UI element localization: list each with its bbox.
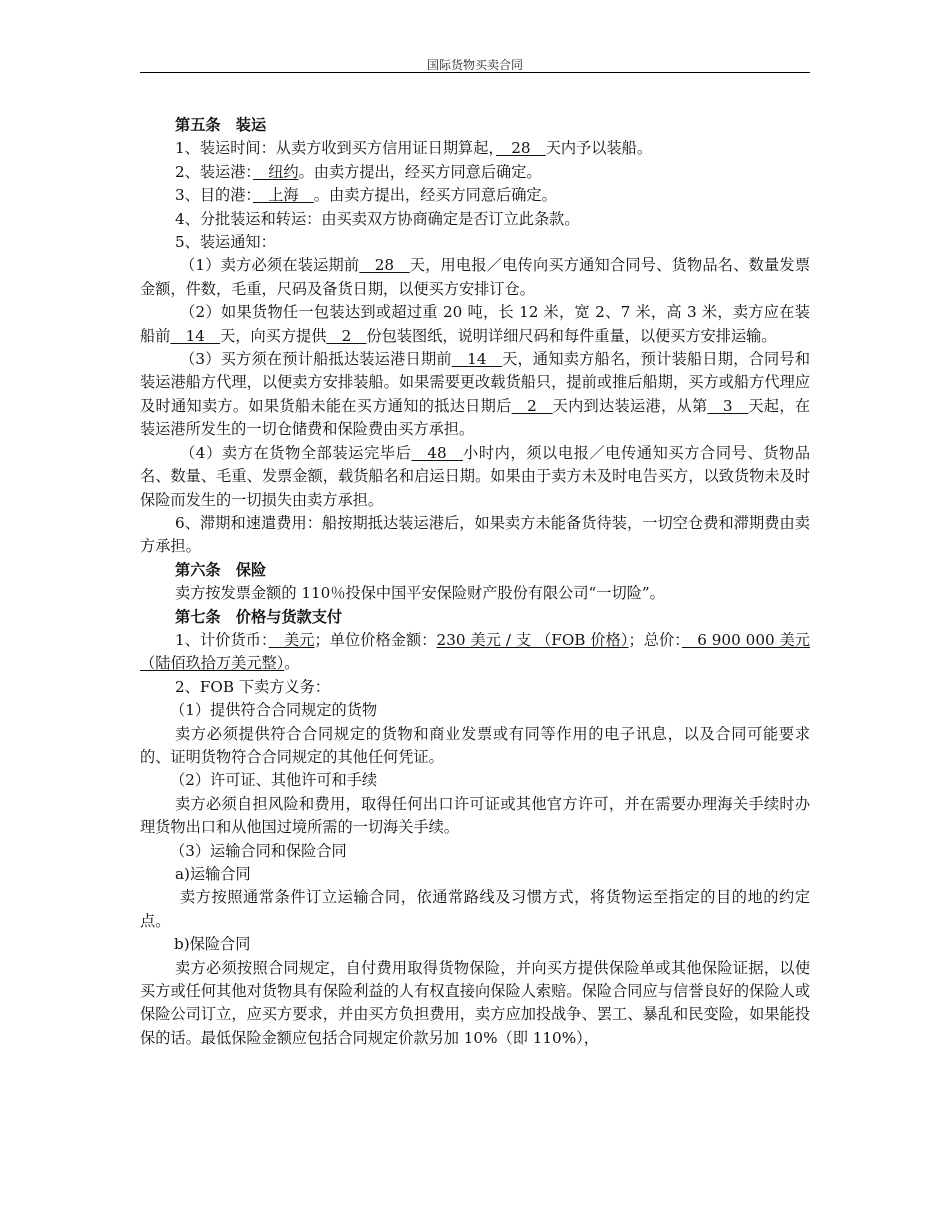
notice-days-value: 28 <box>359 256 410 275</box>
obligation-3-title: （3）运输合同和保险合同 <box>170 841 347 860</box>
destination-port-value: 上海 <box>253 186 314 205</box>
clause-5-5: 5、装运通知： <box>175 233 276 252</box>
vessel-notice-days-value: 14 <box>451 350 503 369</box>
storage-start-day-value: 3 <box>707 396 749 415</box>
header-rule <box>140 72 810 73</box>
clause-6: 卖方按发票金额的 110％投保中国平安保险财产股份有限公司“一切险”。 <box>175 584 665 603</box>
clause-5-1: 1、装运时间：从卖方收到买方信用证日期算起， 28 天内予以装船。 <box>175 139 653 158</box>
article-6-heading: 第六条 保险 <box>175 560 267 579</box>
article-7-heading: 第七条 价格与货款支付 <box>175 607 343 626</box>
clause-5-4: 4、分批装运和转运：由买卖双方协商确定是否订立此条款。 <box>175 209 580 228</box>
loading-port-value: 纽约 <box>253 162 299 181</box>
clause-5-5-3: （3）买方须在预计船抵达装运港日期前 14 天，通知卖方船名，预计装船日期，合同号和装运港船方代理，以便卖方安排装船。如果需要更改载货船只，提前或推后船期，买方或船方代理应及时通知卖方。如果货船未能在买方通知的抵达日期后 2 天内到达装运港，从第 3 天起，在装运港所发生的一切仓储费和保险费由买方承担。 <box>140 350 811 439</box>
insurance-contract-text: 卖方必须按照合同规定，自付费用取得货物保险，并向买方提供保险单或其他保险证据，以使买方或任何其他对货物具有保险利益的人有权直接向保险人索赔。保险合同应与信誉良好的保险人或保险公司订立，应买方要求，并由买方负担费用，卖方应加投战争、罢工、暴乱和民变险，如果能投保的话。最低保险金额应包括合同规定价款另加 10%（即 110%）， <box>140 958 810 1047</box>
package-notice-days-value: 14 <box>170 326 221 345</box>
obligation-1-text: 卖方必须提供符合合同规定的货物和商业发票或有同等作用的电子讯息，以及合同可能要求的、证明货物符合合同规定的其他任何凭证。 <box>140 724 810 766</box>
transport-contract-title: a)运输合同 <box>175 865 251 883</box>
shipment-days-value: 28 <box>496 139 546 158</box>
clause-7-1: 1、计价货币： 美元；单位价格金额：230 美元 / 支 （FOB 价格）；总价： 6 900 000 美元（陆佰玖拾万美元整）。 <box>140 630 810 673</box>
currency-value: 美元 <box>268 630 315 649</box>
contract-body <box>140 114 810 1050</box>
obligation-1-title: （1）提供符合合同规定的货物 <box>170 701 378 720</box>
insurance-contract-title: b)保险合同 <box>174 935 251 954</box>
drawing-copies-value: 2 <box>326 326 367 345</box>
obligation-2-text: 卖方必须自担风险和费用，取得任何出口许可证或其他官方许可，并在需要办理海关手续时办理货物出口和从他国过境所需的一切海关手续。 <box>140 794 810 837</box>
clause-5-6: 6、滞期和速遣费用：船按期抵达装运港后，如果卖方未能备货待装，一切空仓费和滞期费由卖方承担。 <box>140 513 810 556</box>
loading-notice-hours-value: 48 <box>411 443 464 462</box>
clause-5-5-2: （2）如果货物任一包装达到或超过重 20 吨，长 12 米，宽 2、7 米，高 3 米，卖方应在装船前 14 天，向买方提供 2 份包装图纸，说明详细尺码和每件重量，以便买方安排运输。 <box>140 303 810 345</box>
clause-7-2: 2、FOB 下卖方义务： <box>175 677 330 696</box>
unit-price-value: 230 美元 / 支 （FOB 价格） <box>436 630 629 649</box>
arrival-grace-days-value: 2 <box>511 396 553 415</box>
clause-5-2: 2、装运港： 纽约。由卖方提出，经买方同意后确定。 <box>175 162 542 181</box>
article-5-heading: 第五条 装运 <box>175 116 267 134</box>
page-header: 国际货物买卖合同 <box>426 58 523 72</box>
obligation-2-title: （2）许可证、其他许可和手续 <box>170 771 378 790</box>
clause-5-3: 3、目的港： 上海 。由卖方提出，经买方同意后确定。 <box>175 186 557 205</box>
total-price-value: 6 900 000 美元（陆佰玖拾万美元整） <box>140 630 810 673</box>
clause-5-5-4: （4）卖方在货物全部装运完毕后 48 小时内，须以电报／电传通知买方合同号、货物品名、数量、毛重、发票金额，载货船名和启运日期。如果由于卖方未及时电告买方，以致货物未及时保险而发生的一切损失由卖方承担。 <box>140 443 811 509</box>
transport-contract-text: 卖方按照通常条件订立运输合同，依通常路线及习惯方式，将货物运至指定的目的地的约定点。 <box>140 888 810 930</box>
clause-5-5-1: （1）卖方必须在装运期前 28 天，用电报／电传向买方通知合同号、货物品名、数量发票金额，件数，毛重，尺码及备货日期，以便买方安排订仓。 <box>140 256 811 298</box>
